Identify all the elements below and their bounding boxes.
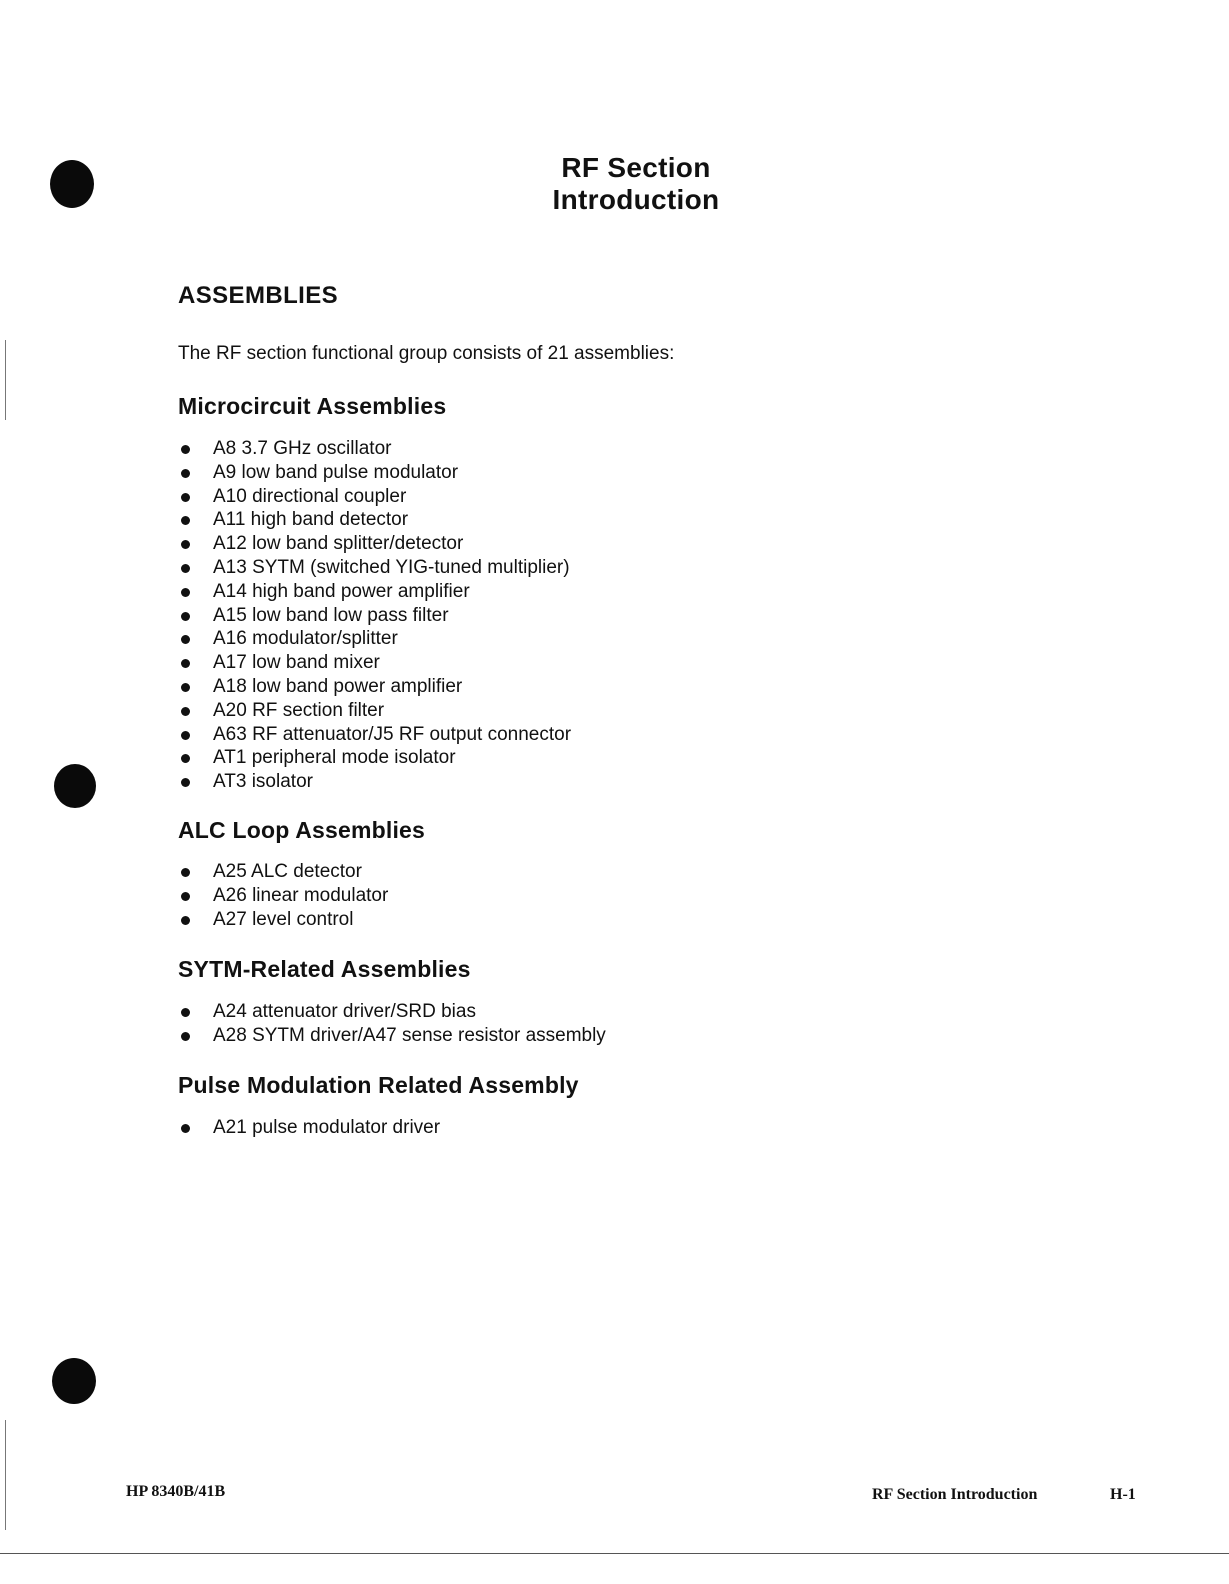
- list-item: A12 low band splitter/detector: [178, 532, 571, 556]
- punch-hole: [54, 764, 96, 808]
- list-item: A25 ALC detector: [178, 860, 388, 884]
- punch-hole: [52, 1358, 96, 1404]
- list-item: A18 low band power amplifier: [178, 675, 571, 699]
- list-item: A16 modulator/splitter: [178, 627, 571, 651]
- pulse-heading: Pulse Modulation Related Assembly: [178, 1072, 579, 1098]
- footer-model: HP 8340B/41B: [126, 1483, 226, 1500]
- footer-section-name: RF Section Introduction: [872, 1486, 1038, 1503]
- list-item: A26 linear modulator: [178, 884, 388, 908]
- bottom-rule: [0, 1553, 1229, 1554]
- list-item: A24 attenuator driver/SRD bias: [178, 1000, 606, 1024]
- list-item: A17 low band mixer: [178, 651, 571, 675]
- list-item: A13 SYTM (switched YIG-tuned multiplier): [178, 556, 571, 580]
- section-heading: ASSEMBLIES: [178, 282, 339, 309]
- list-item: AT3 isolator: [178, 770, 571, 794]
- list-item: A14 high band power amplifier: [178, 580, 571, 604]
- list-item: AT1 peripheral mode isolator: [178, 746, 571, 770]
- microcircuit-heading: Microcircuit Assemblies: [178, 393, 447, 419]
- sytm-list: [178, 1000, 606, 1048]
- list-item: A28 SYTM driver/A47 sense resistor assembly: [178, 1024, 606, 1048]
- page-number: H-1: [1110, 1486, 1136, 1503]
- alc-list: [178, 860, 388, 931]
- list-item: A9 low band pulse modulator: [178, 461, 571, 485]
- sytm-heading: SYTM-Related Assemblies: [178, 956, 471, 982]
- page-title-line-2: Introduction: [552, 184, 720, 215]
- page-title-line-1: RF Section: [561, 152, 711, 183]
- alc-heading: ALC Loop Assemblies: [178, 817, 426, 843]
- list-item: A63 RF attenuator/J5 RF output connector: [178, 723, 571, 747]
- list-item: A20 RF section filter: [178, 699, 571, 723]
- microcircuit-list: [178, 437, 571, 794]
- scan-edge-line: [5, 340, 6, 420]
- intro-paragraph: The RF section functional group consists of 21 assemblies:: [178, 343, 675, 364]
- list-item: A8 3.7 GHz oscillator: [178, 437, 571, 461]
- pulse-list: [178, 1116, 440, 1140]
- list-item: A10 directional coupler: [178, 485, 571, 509]
- list-item: A21 pulse modulator driver: [178, 1116, 440, 1140]
- list-item: A15 low band low pass filter: [178, 604, 571, 628]
- list-item: A11 high band detector: [178, 508, 571, 532]
- list-item: A27 level control: [178, 908, 388, 932]
- scan-edge-line: [5, 1420, 6, 1530]
